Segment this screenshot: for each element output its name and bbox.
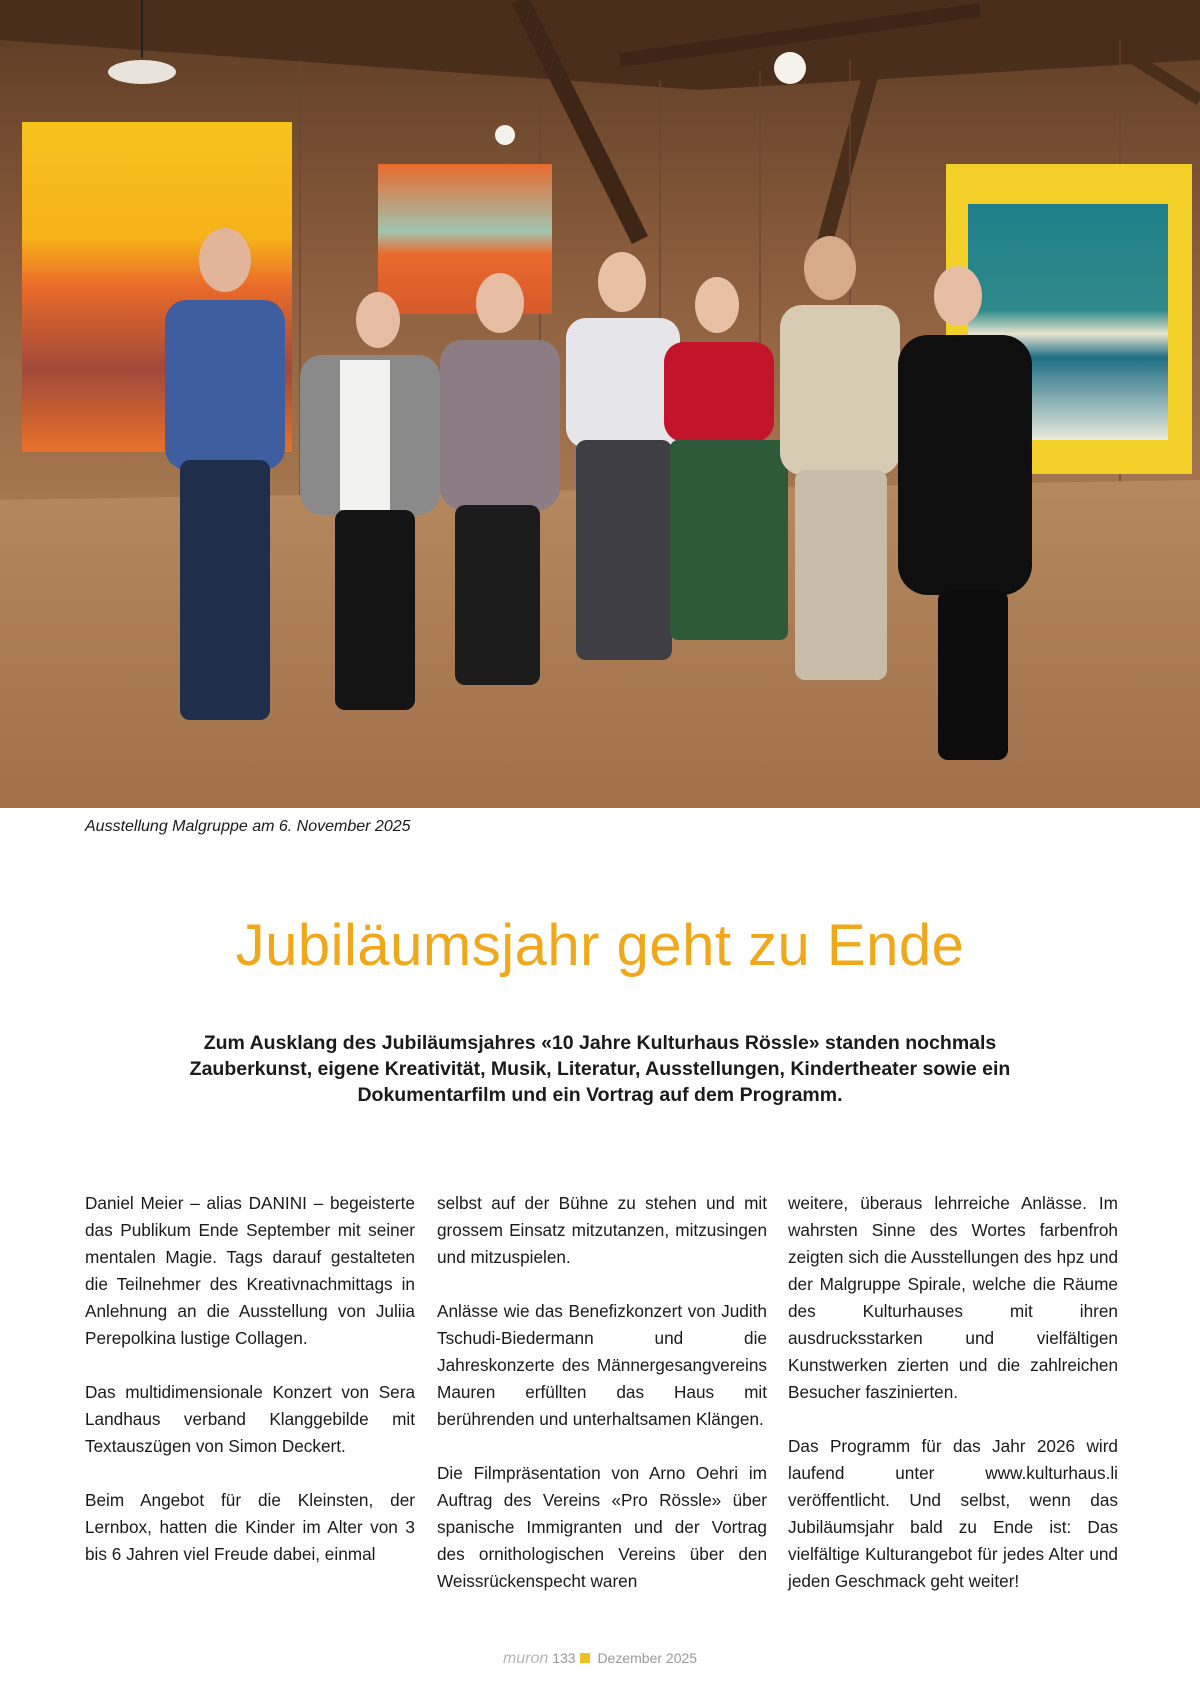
event-photo xyxy=(0,0,1200,808)
paragraph: Das multidimensionale Konzert von Sera Landhaus verband Klanggebilde mit Textauszügen von Simon Deckert. xyxy=(85,1382,415,1456)
paragraph: Das Programm für das Jahr 2026 wird laufend unter www.kulturhaus.li veröffentlicht. Und selbst, wenn das Jubiläumsjahr bald zu Ende ist: Das vielfältige Kulturangebot für jedes Alter und jeden Geschmack geht weiter! xyxy=(788,1436,1118,1591)
paragraph: Die Filmpräsentation von Arno Oehri im Auftrag des Vereins «Pro Rössle» über spanische Immigranten und der Vortrag des ornithologischen Vereins über den Weissrückenspecht waren xyxy=(437,1463,767,1591)
text-column-3 xyxy=(788,1190,1118,1595)
paragraph: selbst auf der Bühne zu stehen und mit grossem Einsatz mitzutanzen, mitzusingen und mitzuspielen. xyxy=(437,1193,767,1267)
article-lead: Zum Ausklang des Jubiläumsjahres «10 Jahre Kulturhaus Rössle» standen nochmals Zauberkunst, eigene Kreativität, Musik, Literatur, Ausstellungen, Kindertheater sowie ein Dokumentarfilm und ein Vortrag auf dem Programm. xyxy=(189,1032,1011,1106)
photo-caption: Ausstellung Malgruppe am 6. November 2025 xyxy=(85,818,411,835)
paragraph: Beim Angebot für die Kleinsten, der Lernbox, hatten die Kinder im Alter von 3 bis 6 Jahren viel Freude dabei, einmal xyxy=(85,1490,415,1564)
text-column-1 xyxy=(85,1190,415,1568)
paragraph: Anlässe wie das Benefizkonzert von Judith Tschudi-Biedermann und die Jahreskonzerte des Männergesangvereins Mauren erfüllten das Haus mit berührenden und unterhaltsamen Klängen. xyxy=(437,1301,767,1429)
magazine-name: muron xyxy=(502,1650,549,1667)
page-footer xyxy=(0,1650,1200,1668)
paragraph: Daniel Meier – alias DANINI – begeisterte das Publikum Ende September mit seiner mentalen Magie. Tags darauf gestalteten die Teilnehmer des Kreativnachmittags in Anlehnung an die Ausstellung von Juliia Perepolkina lustige Collagen. xyxy=(85,1193,415,1348)
footer-square-icon xyxy=(580,1653,590,1663)
article-headline: Jubiläumsjahr geht zu Ende xyxy=(235,913,965,978)
issue-number: 133 xyxy=(552,1650,576,1666)
text-column-2 xyxy=(437,1190,767,1595)
issue-date: Dezember 2025 xyxy=(597,1650,698,1666)
paragraph: weitere, überaus lehrreiche Anlässe. Im wahrsten Sinne des Wortes farbenfroh zeigten sich die Ausstellungen des hpz und der Malgruppe Spirale, welche die Räume des Kulturhauses mit ihren ausdrucksstarken und vielfältigen Kunstwerken zierten und die zahlreichen Besucher faszinierten. xyxy=(788,1193,1118,1402)
article-body xyxy=(85,1190,1118,1610)
